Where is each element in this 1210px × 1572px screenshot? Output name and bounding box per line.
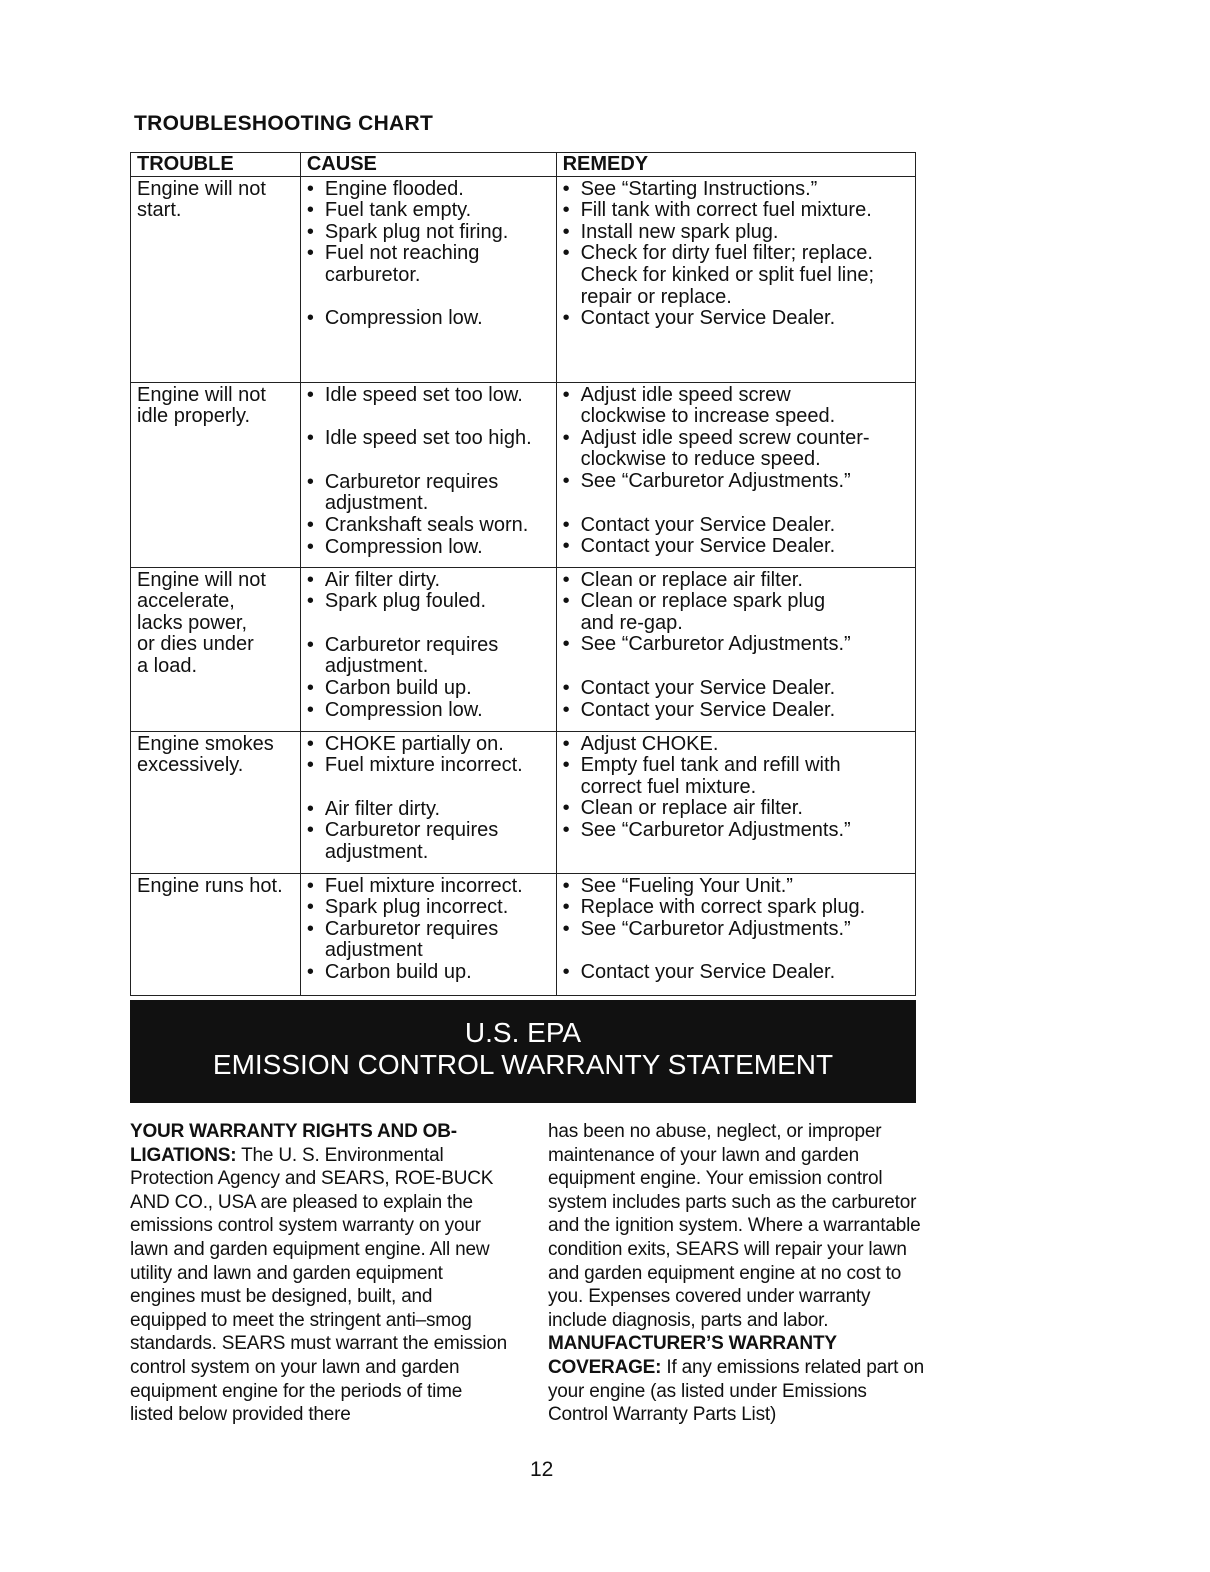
- header-cause: CAUSE: [300, 153, 556, 177]
- warranty-column-right: [548, 1120, 928, 1427]
- page-number: 12: [530, 1458, 554, 1481]
- remedy-text: See “Carburetor Adjustments.”: [580, 818, 851, 841]
- cause-cell: • Idle speed set too low. • Idle speed set too high. • Carburetor requires adjustment. • Crankshaft seals worn. • Compression low.: [300, 382, 556, 567]
- warranty-heading-coverage: MANUFACTURER’S WARRANTY COVERAGE:: [548, 1333, 837, 1378]
- warranty-paragraph-1: The U. S. Environmental Protection Agency and SEARS, ROE-BUCK AND CO., USA are pleased to explain the emissions control system warranty on your lawn and garden equipment engine. All new utility and lawn and garden equipment engines must be designed, built, and equipped to meet the stringent anti–smog standards. SEARS must warrant the emission control system on your lawn and garden equipment engine for the periods of time listed below provided there: [130, 1144, 508, 1426]
- remedy-text: Contact your Service Dealer.: [580, 961, 836, 984]
- cause-text: Engine flooded.: [324, 177, 464, 200]
- remedy-text: Contact your Service Dealer.: [580, 513, 836, 536]
- remedy-text: See “Carburetor Adjustments.”: [580, 469, 851, 492]
- warranty-paragraph-3: If any emissions related part on your engine (as listed under Emissions Control Warranty Parts List): [548, 1356, 924, 1426]
- trouble-cell: Engine will not accelerate, lacks power, or dies under a load.: [131, 567, 301, 731]
- cause-text: Fuel mixture incorrect.: [324, 874, 523, 897]
- remedy-text: Adjust idle speed screw clockwise to increase speed.: [580, 383, 836, 428]
- remedy-text: See “Fueling Your Unit.”: [580, 874, 793, 897]
- cause-text: Compression low.: [324, 535, 483, 558]
- cause-text: Spark plug incorrect.: [324, 896, 509, 919]
- cause-text: CHOKE partially on.: [324, 732, 504, 755]
- trouble-cell: Engine will not start.: [131, 176, 301, 382]
- banner-line-2: EMISSION CONTROL WARRANTY STATEMENT: [212, 1049, 834, 1080]
- header-trouble: TROUBLE: [131, 153, 301, 177]
- trouble-cell: Engine runs hot.: [131, 873, 301, 995]
- cause-text: Carburetor requires adjustment.: [324, 819, 499, 863]
- cause-text: Air filter dirty.: [324, 568, 441, 591]
- cause-text: Compression low.: [324, 306, 483, 329]
- table-header-row: [131, 153, 916, 177]
- remedy-cell: • Adjust idle speed screw clockwise to increase speed. • Adjust idle speed screw counter- clockwise to reduce speed. • See “Carburetor Adjustments.” • Contact your Service Dealer. • Contact your Service Dealer.: [556, 382, 915, 567]
- remedy-text: Clean or replace air filter.: [580, 568, 803, 591]
- cause-text: Crankshaft seals worn.: [324, 513, 529, 536]
- remedy-text: Contact your Service Dealer.: [580, 676, 836, 699]
- warranty-column-left: [130, 1120, 510, 1427]
- remedy-text: Clean or replace spark plug and re-gap.: [580, 590, 826, 634]
- table-row: [131, 382, 916, 567]
- remedy-cell: • Adjust CHOKE. • Empty fuel tank and refill with correct fuel mixture. • Clean or replace air filter. • See “Carburetor Adjustments.”: [556, 731, 915, 873]
- troubleshooting-table: [130, 152, 916, 996]
- table-row: [131, 873, 916, 995]
- epa-banner: [130, 1000, 916, 1103]
- remedy-text: Empty fuel tank and refill with correct fuel mixture.: [580, 754, 841, 798]
- banner-line-1: U.S. EPA: [464, 1017, 582, 1048]
- cause-text: Air filter dirty.: [324, 797, 441, 820]
- cause-text: Spark plug not firing.: [324, 220, 509, 243]
- remedy-text: Adjust CHOKE.: [580, 732, 719, 755]
- cause-text: Fuel mixture incorrect.: [324, 754, 523, 777]
- remedy-text: Install new spark plug.: [580, 220, 779, 243]
- cause-text: Carbon build up.: [324, 960, 472, 983]
- header-remedy: REMEDY: [556, 153, 915, 177]
- remedy-text: Adjust idle speed screw counter- clockwise to reduce speed.: [580, 426, 870, 471]
- remedy-text: Contact your Service Dealer.: [580, 307, 836, 330]
- remedy-text: Replace with correct spark plug.: [580, 896, 866, 919]
- trouble-cell: Engine will not idle properly.: [131, 382, 301, 567]
- cause-cell: • Engine flooded. • Fuel tank empty. • Spark plug not firing. • Fuel not reaching carburetor. • Compression low.: [300, 176, 556, 382]
- warranty-paragraph-2: has been no abuse, neglect, or improper maintenance of your lawn and garden equipment engine. Your emission control system includes parts such as the carburetor and the ignition system. Where a warrantable condition exits, SEARS will repair your lawn and garden equipment engine at no cost to you. Expenses covered under warranty include diagnosis, parts and labor.: [548, 1121, 921, 1331]
- cause-text: Fuel not reaching carburetor.: [324, 242, 480, 286]
- warranty-heading-rights: YOUR WARRANTY RIGHTS AND OB- LIGATIONS:: [130, 1121, 457, 1166]
- cause-text: Idle speed set too low.: [324, 383, 523, 406]
- table-row: [131, 567, 916, 731]
- remedy-cell: • Clean or replace air filter. • Clean or replace spark plug and re-gap. • See “Carburetor Adjustments.” • Contact your Service Dealer. • Contact your Service Dealer.: [556, 567, 915, 731]
- cause-text: Carburetor requires adjustment.: [324, 470, 499, 515]
- chart-title: TROUBLESHOOTING CHART: [134, 112, 434, 135]
- cause-cell: • Air filter dirty. • Spark plug fouled. • Carburetor requires adjustment. • Carbon build up. • Compression low.: [300, 567, 556, 731]
- cause-text: Idle speed set too high.: [324, 427, 532, 450]
- remedy-text: See “Carburetor Adjustments.”: [580, 917, 851, 940]
- table-row: [131, 731, 916, 873]
- cause-text: Carburetor requires adjustment: [324, 917, 499, 962]
- remedy-text: Contact your Service Dealer.: [580, 698, 836, 721]
- cause-text: Fuel tank empty.: [324, 199, 472, 222]
- remedy-cell: • See “Starting Instructions.” • Fill tank with correct fuel mixture. • Install new spark plug. • Check for dirty fuel filter; replace. Check for kinked or split fuel line; repair or replace. • Contact your Service Dealer.: [556, 176, 915, 382]
- remedy-cell: • See “Fueling Your Unit.” • Replace with correct spark plug. • See “Carburetor Adjustments.” • Contact your Service Dealer.: [556, 873, 915, 995]
- cause-text: Compression low.: [324, 698, 483, 721]
- remedy-text: See “Carburetor Adjustments.”: [580, 633, 851, 656]
- cause-cell: • CHOKE partially on. • Fuel mixture incorrect. • Air filter dirty. • Carburetor requires adjustment.: [300, 731, 556, 873]
- remedy-text: Check for dirty fuel filter; replace. Check for kinked or split fuel line; repair or replace.: [580, 242, 875, 308]
- remedy-text: Clean or replace air filter.: [580, 797, 803, 820]
- cause-cell: • Fuel mixture incorrect. • Spark plug incorrect. • Carburetor requires adjustment • Carbon build up.: [300, 873, 556, 995]
- trouble-cell: Engine smokes excessively.: [131, 731, 301, 873]
- cause-text: Carburetor requires adjustment.: [324, 633, 499, 678]
- table-row: [131, 176, 916, 382]
- cause-text: Carbon build up.: [324, 676, 472, 699]
- remedy-text: Contact your Service Dealer.: [580, 535, 836, 558]
- cause-text: Spark plug fouled.: [324, 590, 487, 613]
- remedy-text: See “Starting Instructions.”: [580, 177, 818, 200]
- remedy-text: Fill tank with correct fuel mixture.: [580, 199, 872, 222]
